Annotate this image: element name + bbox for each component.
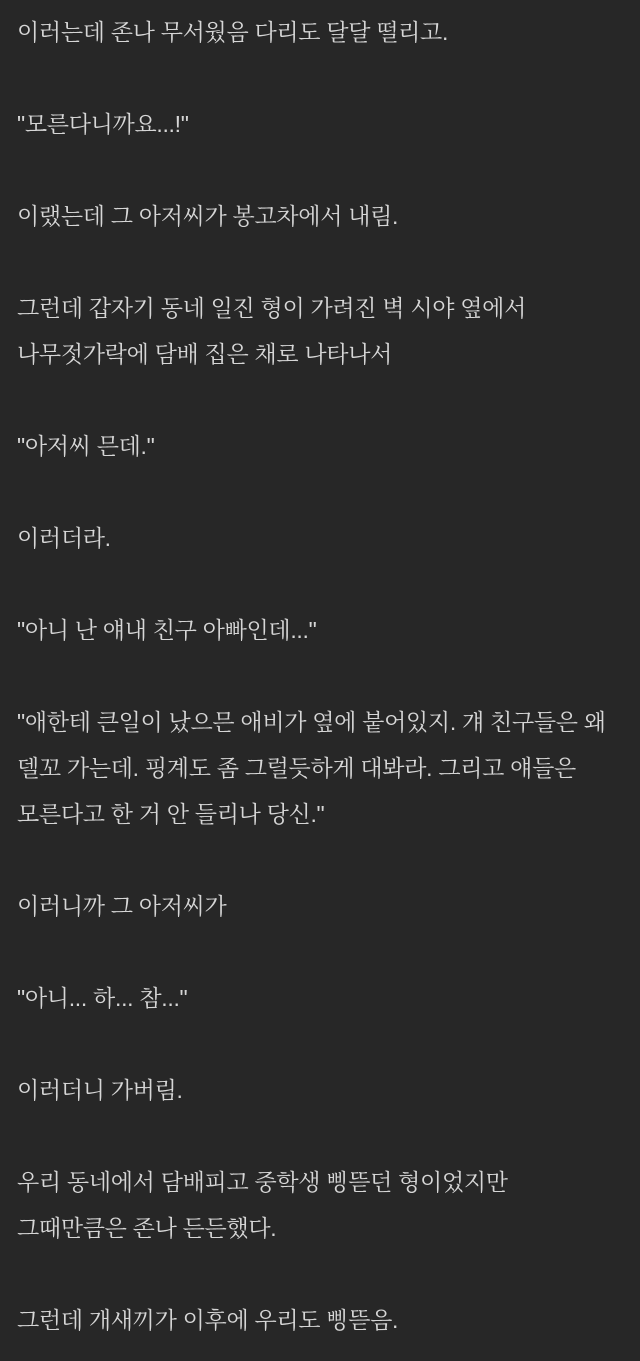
post-paragraph: "모른다니까요...!"	[17, 111, 189, 137]
post-paragraph: 이러는데 존나 무서웠음 다리도 달달 떨리고.	[17, 19, 449, 45]
post-paragraph: 이러더라.	[17, 525, 111, 551]
post-paragraph: 우리 동네에서 담배피고 중학생 삥뜯던 형이었지만 그때만큼은 존나 든든했다.	[17, 1169, 508, 1241]
post-paragraph: 이러더니 가버림.	[17, 1077, 183, 1103]
post-paragraph: "아저씨 믄데."	[17, 433, 155, 459]
post-paragraph: 그런데 개새끼가 이후에 우리도 삥뜯음.	[17, 1307, 399, 1333]
post-paragraph: "아니 난 얘내 친구 아빠인데..."	[17, 617, 317, 643]
post-paragraph: "애한테 큰일이 났으믄 애비가 옆에 붙어있지. 걔 친구들은 왜 델꼬 가는데. 핑계도 좀 그럴듯하게 대봐라. 그리고 얘들은 모른다고 한 거 안 들리나 당신."	[17, 709, 606, 827]
post-paragraph: "아니... 하... 참..."	[17, 985, 188, 1011]
post-paragraph: 그런데 갑자기 동네 일진 형이 가려진 벽 시야 옆에서 나무젓가락에 담배 집은 채로 나타나서	[17, 295, 526, 367]
post-paragraph: 이러니까 그 아저씨가	[17, 893, 227, 919]
post-paragraph: 이랬는데 그 아저씨가 봉고차에서 내림.	[17, 203, 399, 229]
